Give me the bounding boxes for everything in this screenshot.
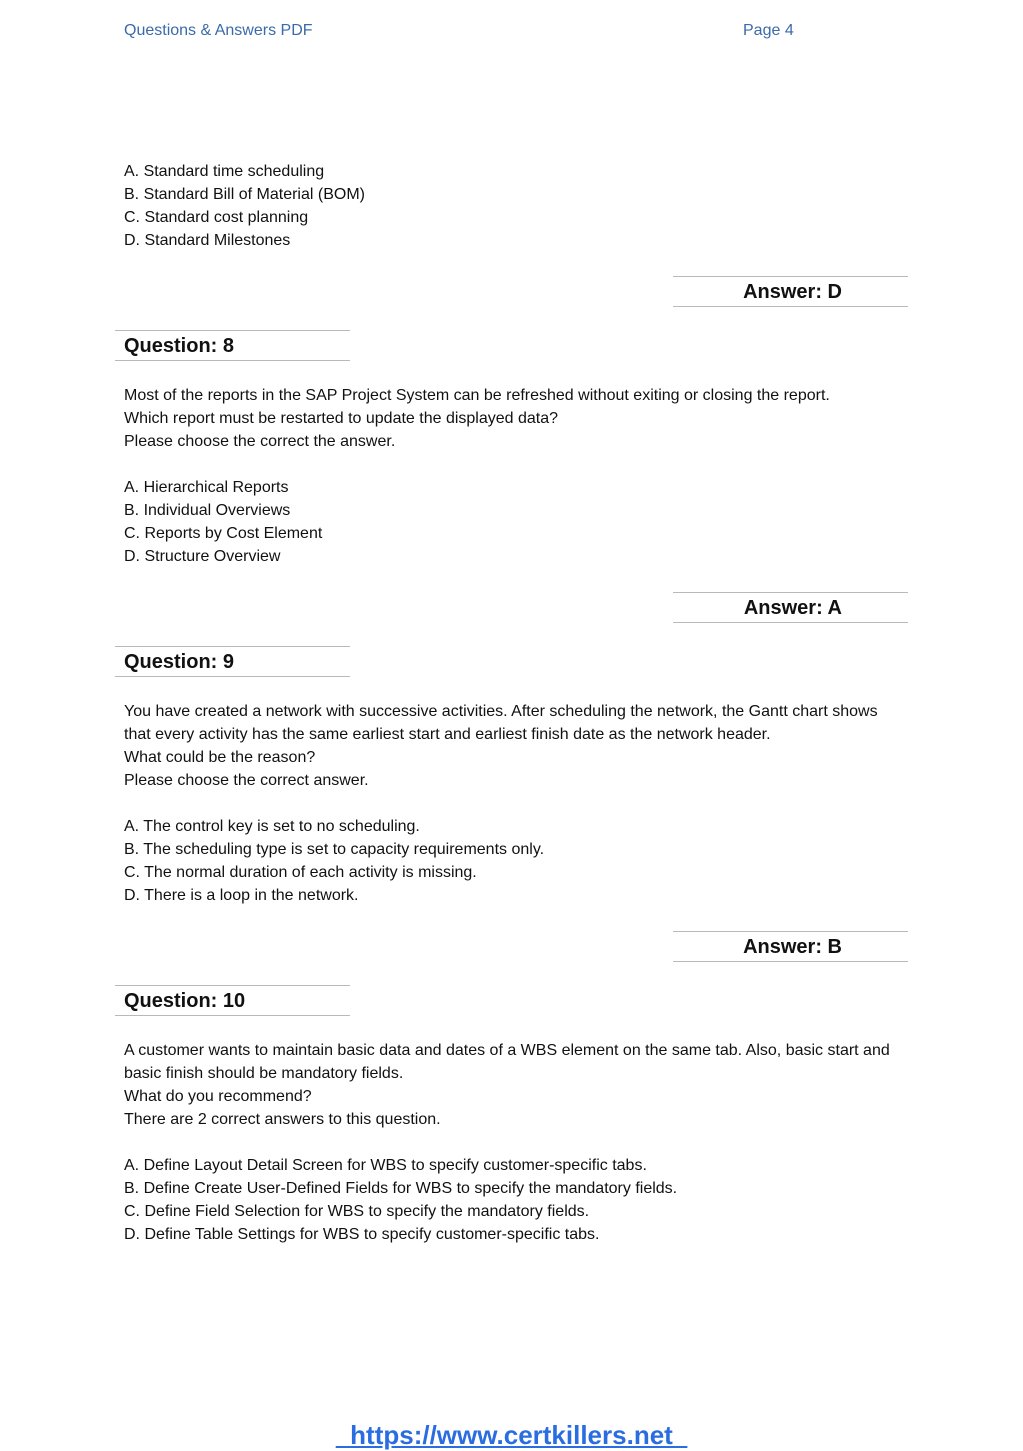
- page-number: Page 4: [743, 22, 794, 39]
- q9-option-a: A. The control key is set to no scheduling.: [124, 818, 420, 835]
- q9-option-c: C. The normal duration of each activity is missing.: [124, 864, 477, 881]
- q7-option-c: C. Standard cost planning: [124, 209, 309, 226]
- q9-answer-label: Answer: B: [743, 936, 842, 958]
- q7-options: [124, 160, 914, 252]
- q8-heading: [115, 330, 350, 361]
- q9-body-line: What could be the reason?: [124, 749, 316, 766]
- q10-option-b: B. Define Create User-Defined Fields for WBS to specify the mandatory fields.: [124, 1180, 678, 1197]
- q9-title: Question: 9: [124, 651, 235, 673]
- q10-option-a: A. Define Layout Detail Screen for WBS to specify customer-specific tabs.: [124, 1157, 647, 1174]
- q8-body-line: Which report must be restarted to update the displayed data?: [124, 410, 559, 427]
- q9-body-line: You have created a network with successive activities. After scheduling the network, the Gantt chart shows that every activity has the same earliest start and earliest finish date as the network header.: [124, 703, 878, 743]
- q10-heading: [115, 985, 350, 1016]
- q9-body-line: Please choose the correct answer.: [124, 772, 369, 789]
- q8-option-c: C. Reports by Cost Element: [124, 525, 323, 542]
- q10-body-line: What do you recommend?: [124, 1088, 312, 1105]
- q7-answer-label: Answer: D: [743, 281, 842, 303]
- q8-answer: [673, 592, 908, 623]
- footer-link[interactable]: https://www.certkillers.net: [350, 1420, 688, 1450]
- q10-option-c: C. Define Field Selection for WBS to specify the mandatory fields.: [124, 1203, 590, 1220]
- q8-option-b: B. Individual Overviews: [124, 502, 291, 519]
- q8-text: [124, 384, 914, 568]
- q10-body-line: There are 2 correct answers to this question.: [124, 1111, 441, 1128]
- footer: [0, 1389, 1023, 1451]
- q8-title: Question: 8: [124, 335, 235, 357]
- header-title: Questions & Answers PDF: [124, 22, 313, 39]
- q10-option-d: D. Define Table Settings for WBS to specify customer-specific tabs.: [124, 1226, 600, 1243]
- q7-option-d: D. Standard Milestones: [124, 232, 291, 249]
- q7-option-a: A. Standard time scheduling: [124, 163, 325, 180]
- q10-body-line: A customer wants to maintain basic data and dates of a WBS element on the same tab. Also, basic start and basic finish should be mandatory fields.: [124, 1042, 890, 1082]
- q10-text: [124, 1039, 904, 1246]
- q7-option-b: B. Standard Bill of Material (BOM): [124, 186, 365, 203]
- q10-title: Question: 10: [124, 990, 246, 1012]
- q9-option-d: D. There is a loop in the network.: [124, 887, 359, 904]
- q8-body-line: Please choose the correct the answer.: [124, 433, 396, 450]
- q8-option-a: A. Hierarchical Reports: [124, 479, 289, 496]
- q9-heading: [115, 646, 350, 677]
- q8-body-line: Most of the reports in the SAP Project System can be refreshed without exiting or closing the report.: [124, 387, 830, 404]
- q7-answer: [673, 276, 908, 307]
- q8-option-d: D. Structure Overview: [124, 548, 281, 565]
- q9-answer: [673, 931, 908, 962]
- q9-text: [124, 700, 904, 907]
- q8-answer-label: Answer: A: [743, 597, 842, 619]
- q9-option-b: B. The scheduling type is set to capacity requirements only.: [124, 841, 545, 858]
